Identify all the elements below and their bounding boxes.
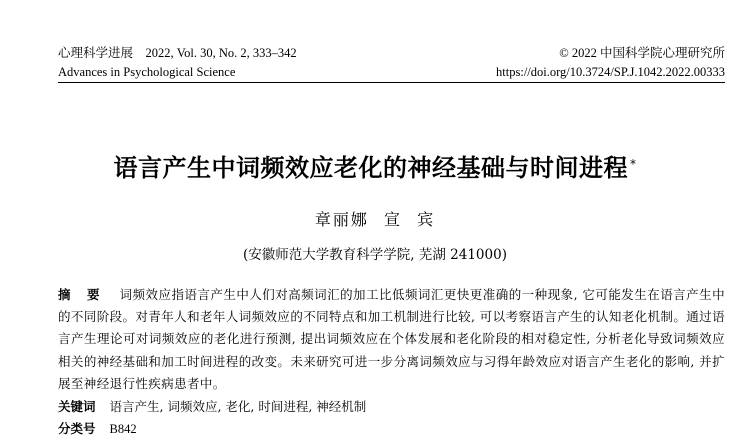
keywords-text: 语言产生, 词频效应, 老化, 时间进程, 神经机制 [109,399,367,414]
paper-title-text: 语言产生中词频效应老化的神经基础与时间进程 [113,154,628,182]
header-row-2 [58,63,725,82]
keywords [58,397,725,417]
running-header [58,44,725,83]
keywords-label: 关键词 [58,399,96,414]
doi-link[interactable]: https://doi.org/10.3724/SP.J.1042.2022.00333 [496,65,725,79]
abstract-label: 摘 要 [58,287,106,302]
author-affiliation: (安徽师范大学教育科学学院, 芜湖 241000) [243,247,507,263]
author-list: 章丽娜 宣 宾 [314,210,436,229]
volume-info: 2022, Vol. 30, No. 2, 333–342 [145,46,297,60]
journal-citation [58,44,297,63]
header-row-1 [58,44,725,63]
journal-name-cn: 心理科学进展 [58,46,134,60]
abstract [58,284,725,395]
classification-code: B842 [109,422,137,436]
classification [58,419,725,439]
title-footnote-mark: * [630,157,637,171]
copyright-notice: © 2022 中国科学院心理研究所 [559,46,725,60]
journal-name-en: Advances in Psychological Science [58,65,236,79]
paper-title [0,153,750,183]
abstract-text: 词频效应指语言产生中人们对高频词汇的加工比低频词汇更快更准确的一种现象, 它可能发生在语言产生中的不同阶段。对青年人和老年人词频效应的不同特点和加工机制进行比较, 可以考察语言产生的认知老化机制。通过语言产生理论可对词频效应的老化进行预测, 提出词频效应在个体发展和老化阶段的相对稳定性, 分析老化导致词频效应相关的神经基础和加工时间进程的改变。未来研究可进一步分离词频效应与习得年龄效应对语言产生老化的影响, 并扩展至神经退行性疾病患者中。 [58,287,725,391]
classification-label: 分类号 [58,421,96,436]
